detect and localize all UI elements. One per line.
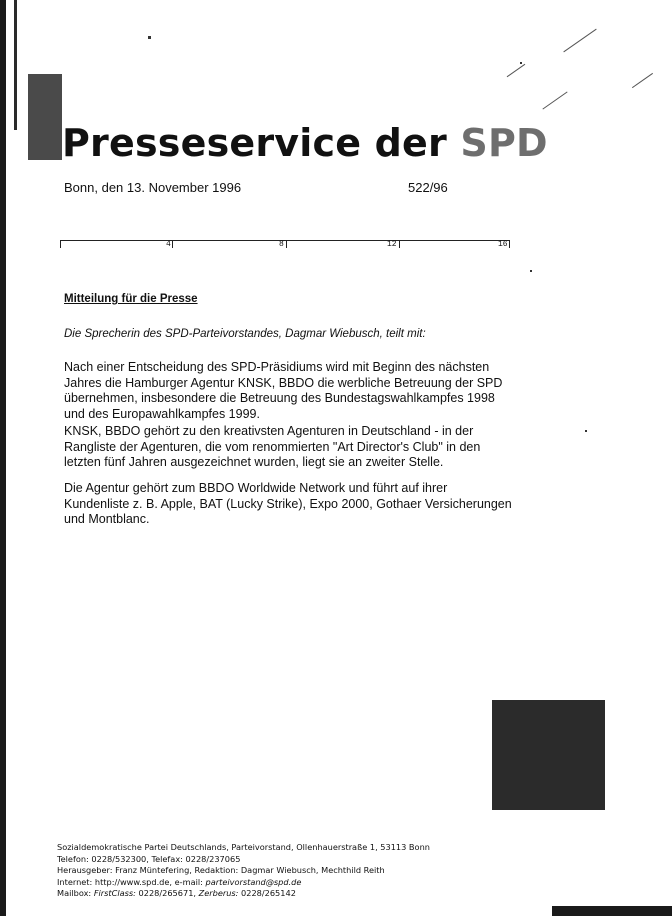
speaker-line: Die Sprecherin des SPD-Parteivorstandes, Dagmar Wiebusch, teilt mit: (64, 328, 426, 340)
scan-speck (148, 36, 151, 39)
footer-internet (57, 877, 477, 889)
internet-label: Internet: (57, 876, 93, 887)
ruler-line (60, 240, 510, 241)
ruler-label-4: 4 (166, 240, 171, 249)
email-label: e-mail: (174, 876, 203, 887)
ruler-label-16: 16 (498, 240, 508, 249)
mailbox-label: Mailbox: (57, 888, 92, 899)
press-heading: Mitteilung für die Presse (64, 293, 198, 305)
scan-scratch (542, 91, 567, 109)
ruler-tick (172, 240, 173, 248)
zerberus-label: Zerberus: (198, 888, 239, 899)
phone-number: 0228/532300, (91, 853, 149, 864)
scan-speck (530, 270, 532, 272)
paragraph-2: KNSK, BBDO gehört zu den kreativsten Agenturen in Deutschland - in der Rangliste der Agenturen, die vom renommierten "Art Director's Club" in den letzten fünf Jahren ausgezeichnet wurden, liegt sie an zweiter Stelle. (64, 424, 481, 469)
ruler-tick (509, 240, 510, 248)
scan-speck (585, 430, 587, 432)
form-ruler (60, 240, 510, 252)
page-title (62, 121, 548, 165)
email-link[interactable]: parteivorstand@spd.de (205, 876, 302, 887)
dateline: Bonn, den 13. November 1996 (64, 180, 242, 195)
zerberus-number: 0228/265142 (241, 888, 296, 899)
paragraph-1: Nach einer Entscheidung des SPD-Präsidiums wird mit Beginn des nächsten Jahres die Hamburger Agentur KNSK, BBDO die werbliche Betreuung der SPD übernehmen, insbesondere die Betreuung des Bundestagswahlkampfes 1998 und des Europawahlkampfes 1999. (64, 360, 503, 421)
title-brand-spd: SPD (460, 121, 548, 165)
firstclass-number: 0228/265671, (138, 888, 196, 899)
scan-bottom-artifact (552, 906, 672, 916)
footer-address: Sozialdemokratische Partei Deutschlands, Parteivorstand, Ollenhauerstraße 1, 53113 Bonn (57, 842, 430, 852)
ruler-tick (286, 240, 287, 248)
internet-link[interactable]: http://www.spd.de, (94, 876, 173, 887)
reference-number: 522/96 (408, 180, 448, 195)
paragraph-3: Die Agentur gehört zum BBDO Worldwide Network und führt auf ihrer Kundenliste z. B. Apple, BAT (Lucky Strike), Expo 2000, Gothaer Versicherungen und Montblanc. (64, 481, 512, 526)
logo-block (28, 74, 62, 160)
scan-speck (520, 62, 522, 64)
scan-scratch (507, 64, 526, 77)
scan-dark-block (492, 700, 605, 810)
footer (57, 842, 477, 900)
fax-label: Telefax: (151, 853, 183, 864)
footer-mailbox (57, 888, 477, 900)
phone-label: Telefon: (57, 853, 89, 864)
fax-number: 0228/237065 (185, 853, 241, 864)
footer-publisher: Herausgeber: Franz Müntefering, Redaktion: Dagmar Wiebusch, Mechthild Reith (57, 865, 385, 876)
footer-contact (57, 854, 477, 866)
ruler-tick (60, 240, 61, 248)
scan-edge-artifact (0, 0, 6, 916)
firstclass-label: FirstClass: (93, 888, 136, 899)
title-main: Presseservice der (62, 121, 461, 165)
scan-edge-artifact-inner (14, 0, 17, 130)
ruler-tick (399, 240, 400, 248)
scan-scratch (563, 29, 596, 53)
ruler-label-8: 8 (279, 240, 284, 249)
scan-scratch (632, 73, 653, 88)
ruler-label-12: 12 (387, 240, 397, 249)
